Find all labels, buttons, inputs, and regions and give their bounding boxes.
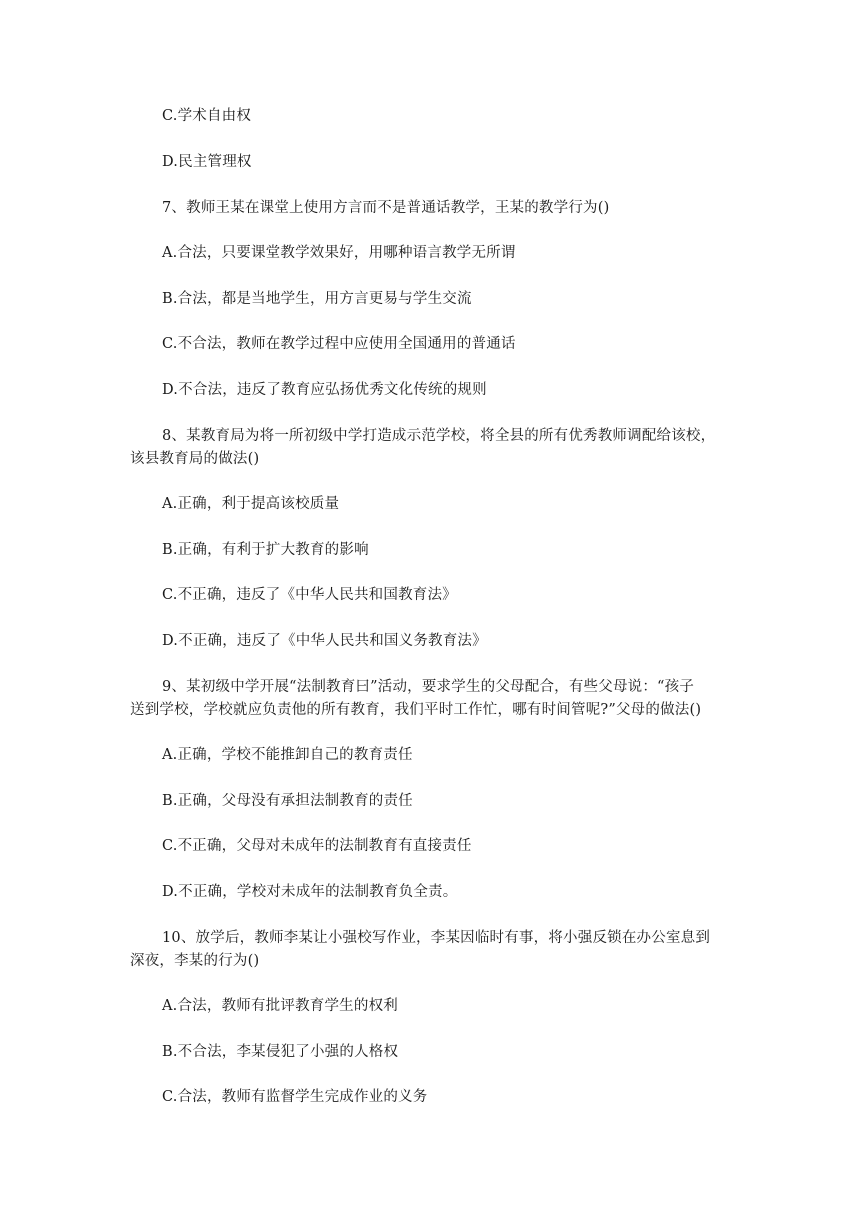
- option-a-q7: A.合法，只要课堂教学效果好，用哪种语言教学无所谓: [162, 245, 516, 261]
- option-c-q7: C.不合法，教师在教学过程中应使用全国通用的普通话: [162, 336, 516, 352]
- option-a-q10: A.合法，教师有批评教育学生的权利: [162, 998, 398, 1014]
- option-d-q6: D.民主管理权: [162, 154, 252, 170]
- option-b-q7: B.合法，都是当地学生，用方言更易与学生交流: [162, 291, 472, 307]
- question-10-line-1: 10、放学后，教师李某让小强校写作业，李某因临时有事，将小强反锁在办公室息到: [162, 930, 711, 946]
- option-c-q8: C.不正确，违反了《中华人民共和国教育法》: [162, 587, 457, 603]
- question-9-line-1: 9、某初级中学开展“法制教育曰”活动，要求学生的父母配合，有些父母说：“孩子: [162, 679, 695, 695]
- option-b-q10: B.不合法，李某侵犯了小强的人格权: [162, 1044, 399, 1060]
- option-d-q7: D.不合法，违反了教育应弘扬优秀文化传统的规则: [162, 382, 487, 398]
- option-c-q9: C.不正确，父母对未成年的法制教育有直接责任: [162, 838, 472, 854]
- question-8-line-2: 该县教育局的做法(): [130, 451, 260, 467]
- question-7: 7、教师王某在课堂上使用方言而不是普通话教学，王某的教学行为(): [162, 200, 610, 216]
- question-10-line-2: 深夜，李某的行为(): [130, 953, 260, 969]
- option-c-q10: C.合法，教师有监督学生完成作业的义务: [162, 1089, 428, 1105]
- option-b-q9: B.正确，父母没有承担法制教育的责任: [162, 793, 413, 809]
- question-9-line-2: 送到学校，学校就应负责他的所有教育，我们平时工作忙，哪有时间管呢?”父母的做法(): [130, 702, 702, 718]
- option-d-q8: D.不正确，违反了《中华人民共和国义务教育法》: [162, 633, 487, 649]
- option-c-q6: C.学术自由权: [162, 108, 252, 124]
- option-b-q8: B.正确，有利于扩大教育的影响: [162, 542, 369, 558]
- option-a-q8: A.正确，利于提高该校质量: [162, 496, 340, 512]
- option-a-q9: A.正确，学校不能推卸自己的教育责任: [162, 747, 413, 763]
- question-8-line-1: 8、某教育局为将一所初级中学打造成示范学校，将全县的所有优秀教师调配给该校，: [162, 428, 716, 444]
- option-d-q9: D.不正确，学校对未成年的法制教育负全责。: [162, 884, 458, 900]
